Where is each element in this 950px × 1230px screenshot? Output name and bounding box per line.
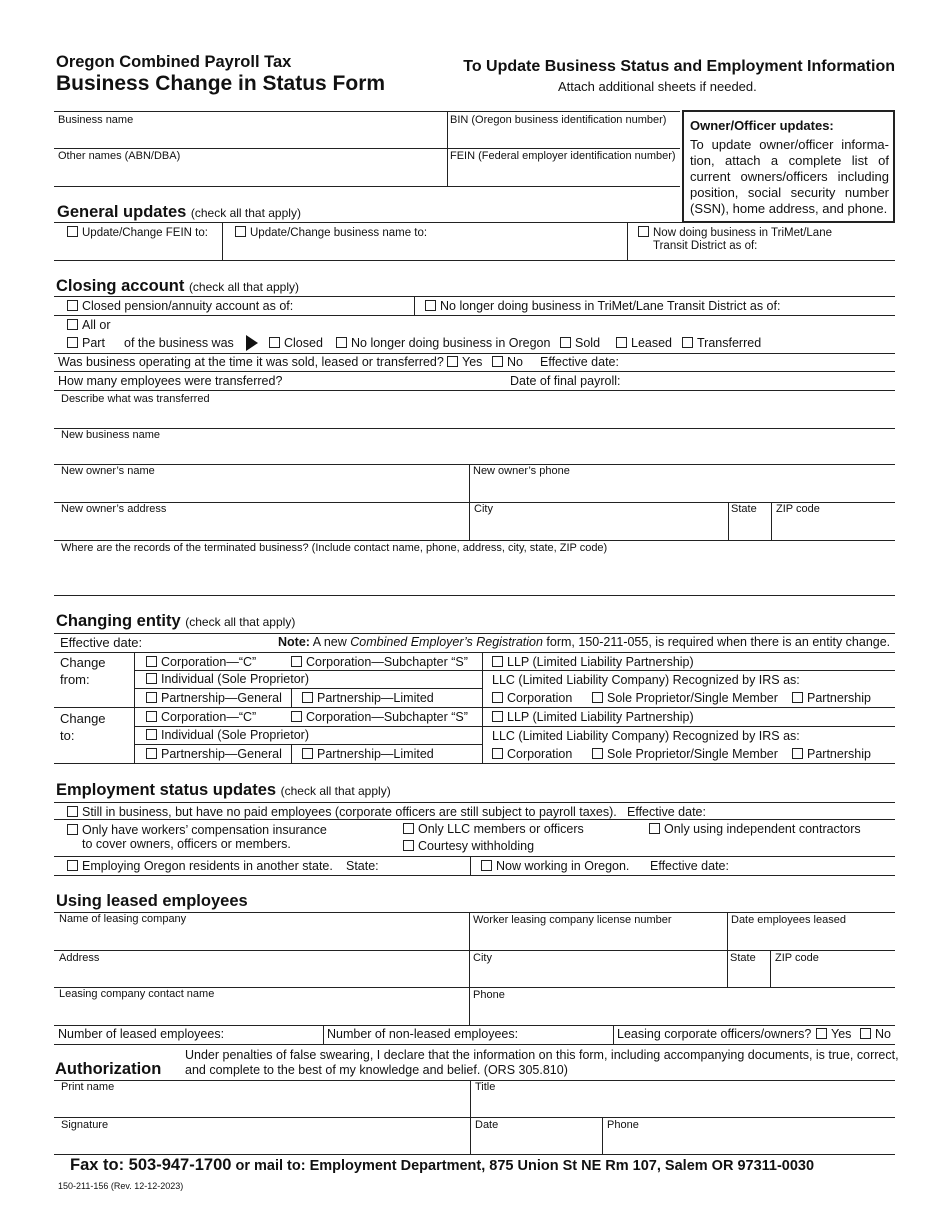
llc-members-option: Only LLC members or officers xyxy=(403,822,584,836)
to-llc-sole-prop-option: Sole Proprietor/Single Member xyxy=(592,747,778,761)
all-checkbox[interactable] xyxy=(67,319,78,330)
owner-officer-title: Owner/Officer updates: xyxy=(690,118,834,133)
from-corp-s-option: Corporation—Subchapter “S” xyxy=(291,655,468,669)
rule xyxy=(54,390,895,391)
rule xyxy=(54,540,895,541)
owner-officer-text: position, social security number xyxy=(690,185,889,200)
new-owner-phone-label: New owner’s phone xyxy=(473,465,570,477)
owner-officer-text: current owners/officers including xyxy=(690,169,889,184)
from-llp-checkbox[interactable] xyxy=(492,656,503,667)
closed-pension-option: Closed pension/annuity account as of: xyxy=(67,299,293,313)
rule xyxy=(54,802,895,803)
change-to-label-1: Change xyxy=(60,711,106,726)
from-corp-c-option: Corporation—“C” xyxy=(146,655,256,669)
workers-comp-checkbox[interactable] xyxy=(67,824,78,835)
of-business-label: of the business was xyxy=(124,336,234,350)
workers-comp-label-2: to cover owners, officers or members. xyxy=(82,837,291,851)
courtesy-withholding-checkbox[interactable] xyxy=(403,840,414,851)
rule xyxy=(470,856,471,875)
auth-phone-label: Phone xyxy=(607,1119,639,1131)
now-working-oregon-checkbox[interactable] xyxy=(481,860,492,871)
transferred-checkbox[interactable] xyxy=(682,337,693,348)
sold-checkbox[interactable] xyxy=(560,337,571,348)
leasing-license-label: Worker leasing company license number xyxy=(473,914,672,926)
from-partnership-general-checkbox[interactable] xyxy=(146,692,157,703)
rule xyxy=(54,1025,895,1026)
leasing-phone-label: Phone xyxy=(473,989,505,1001)
header-right-subtitle: Attach additional sheets if needed. xyxy=(558,79,757,94)
independent-contractors-option: Only using independent contractors xyxy=(649,822,861,836)
auth-title-label: Title xyxy=(475,1081,496,1093)
no-longer-oregon-option: No longer doing business in Oregon xyxy=(336,336,550,350)
mailing-address: Employment Department, 875 Union St NE Rm 107, Salem OR 97311-0030 xyxy=(309,1158,815,1174)
trimet-end-checkbox[interactable] xyxy=(425,300,436,311)
leasing-contact-label: Leasing company contact name xyxy=(59,988,215,1000)
all-option: All or xyxy=(67,318,110,332)
part-option: Part xyxy=(67,336,105,350)
owner-officer-text: tion, attach a complete list of xyxy=(690,153,889,168)
rule xyxy=(134,670,895,671)
from-llc-sole-prop-option: Sole Proprietor/Single Member xyxy=(592,691,778,705)
rule xyxy=(447,111,448,186)
independent-contractors-checkbox[interactable] xyxy=(649,823,660,834)
num-leased-label: Number of leased employees: xyxy=(58,1027,225,1041)
leasing-city-label: City xyxy=(473,952,492,964)
header-right-title: To Update Business Status and Employment Information xyxy=(463,58,895,75)
other-names-label: Other names (ABN/DBA) xyxy=(58,150,181,162)
trimet-start-option: Now doing business in TriMet/Lane xyxy=(638,226,832,239)
sold-option: Sold xyxy=(560,336,600,350)
courtesy-withholding-option: Courtesy withholding xyxy=(403,839,534,853)
rule xyxy=(54,707,895,708)
rule xyxy=(627,222,628,260)
rule xyxy=(54,148,680,149)
from-individual-option: Individual (Sole Proprietor) xyxy=(146,672,309,686)
footer-mailing-line: Fax to: 503-947-1700 or mail to: Employment Department, 875 Union St NE Rm 107, Salem OR 97311-0030 xyxy=(70,1156,815,1174)
change-to-label-2: to: xyxy=(60,728,75,743)
new-owner-zip-label: ZIP code xyxy=(776,503,820,515)
new-business-name-label: New business name xyxy=(61,429,161,441)
rule xyxy=(54,875,895,876)
trimet-end-option: No longer doing business in TriMet/Lane Transit District as of: xyxy=(425,299,780,313)
rule xyxy=(54,1117,895,1118)
new-owner-city-label: City xyxy=(474,503,493,515)
rule xyxy=(54,428,895,429)
employing-oregon-checkbox[interactable] xyxy=(67,860,78,871)
transferred-option: Transferred xyxy=(682,336,761,350)
to-llc-corporation-checkbox[interactable] xyxy=(492,748,503,759)
to-individual-checkbox[interactable] xyxy=(146,729,157,740)
owner-officer-text: (SSN), home address, and phone. xyxy=(690,201,888,216)
rule xyxy=(54,1044,895,1045)
leasing-officers-no-checkbox[interactable] xyxy=(860,1028,871,1039)
leasing-officers-label: Leasing corporate officers/owners? xyxy=(617,1027,812,1041)
leasing-officers-yes-option: Yes xyxy=(816,1027,851,1041)
declaration-line-1: Under penalties of false swearing, I declare that the information on this form, including accompanying documents, is true, correct, xyxy=(185,1048,899,1062)
from-partnership-limited-checkbox[interactable] xyxy=(302,692,313,703)
no-longer-oregon-checkbox[interactable] xyxy=(336,337,347,348)
arrow-right-icon xyxy=(246,335,258,351)
from-llc-sole-prop-checkbox[interactable] xyxy=(592,692,603,703)
part-checkbox[interactable] xyxy=(67,337,78,348)
closed-pension-checkbox[interactable] xyxy=(67,300,78,311)
to-llp-option: LLP (Limited Liability Partnership) xyxy=(492,710,694,724)
rule xyxy=(54,371,895,372)
num-non-leased-label: Number of non-leased employees: xyxy=(327,1027,519,1041)
general-updates-heading: General updates (check all that apply) xyxy=(57,203,301,221)
from-corp-c-checkbox[interactable] xyxy=(146,656,157,667)
rule xyxy=(134,744,482,745)
rule xyxy=(54,186,680,187)
leasing-officers-yes-checkbox[interactable] xyxy=(816,1028,827,1039)
rule xyxy=(222,222,223,260)
owner-officer-text: To update owner/officer informa- xyxy=(690,137,889,152)
closed-option: Closed xyxy=(269,336,323,350)
authorization-heading: Authorization xyxy=(55,1060,162,1078)
from-llp-option: LLP (Limited Liability Partnership) xyxy=(492,655,694,669)
operating-question: Was business operating at the time it was sold, leased or transferred? xyxy=(58,355,444,369)
rule xyxy=(323,1025,324,1044)
to-corp-s-option: Corporation—Subchapter “S” xyxy=(291,710,468,724)
closing-account-heading: Closing account (check all that apply) xyxy=(56,277,299,295)
from-llc-partnership-checkbox[interactable] xyxy=(792,692,803,703)
to-llc-sole-prop-checkbox[interactable] xyxy=(592,748,603,759)
rule xyxy=(54,819,895,820)
from-llc-partnership-option: Partnership xyxy=(792,691,871,705)
update-fein-checkbox[interactable] xyxy=(67,226,78,237)
leasing-officers-no-option: No xyxy=(860,1027,891,1041)
rule xyxy=(602,1117,603,1154)
from-llc-corporation-checkbox[interactable] xyxy=(492,692,503,703)
now-working-oregon-option: Now working in Oregon. xyxy=(481,859,629,873)
to-llc-partnership-checkbox[interactable] xyxy=(792,748,803,759)
to-individual-option: Individual (Sole Proprietor) xyxy=(146,728,309,742)
operating-yes-option: Yes xyxy=(447,355,482,369)
new-owner-address-label: New owner’s address xyxy=(61,503,167,515)
rule xyxy=(54,763,895,764)
rule xyxy=(54,315,895,316)
declaration-line-2: and complete to the best of my knowledge and belief. (ORS 305.810) xyxy=(185,1063,568,1077)
print-name-label: Print name xyxy=(61,1081,115,1093)
trimet-start-label-2: Transit District as of: xyxy=(653,240,758,252)
leased-checkbox[interactable] xyxy=(616,337,627,348)
new-owner-name-label: New owner’s name xyxy=(61,465,155,477)
no-paid-employees-option: Still in business, but have no paid employees (corporate officers are still subject to payroll taxes). xyxy=(67,805,617,819)
employees-transferred-label: How many employees were transferred? xyxy=(58,374,283,388)
employment-effective-date-2-label: Effective date: xyxy=(650,859,729,873)
operating-no-option: No xyxy=(492,355,523,369)
to-corp-c-option: Corporation—“C” xyxy=(146,710,256,724)
leasing-zip-label: ZIP code xyxy=(775,952,819,964)
leasing-company-label: Name of leasing company xyxy=(59,913,187,925)
to-partnership-limited-option: Partnership—Limited xyxy=(302,747,434,761)
form-subtitle: Oregon Combined Payroll Tax xyxy=(56,53,292,71)
rule xyxy=(291,688,292,707)
rule xyxy=(291,744,292,763)
entity-note: Note: A new Combined Employer’s Registration form, 150-211-055, is required when there is an entity change. xyxy=(278,635,891,649)
to-partnership-limited-checkbox[interactable] xyxy=(302,748,313,759)
owner-officer-box xyxy=(682,110,895,223)
business-name-label: Business name xyxy=(58,114,134,126)
operating-yes-checkbox[interactable] xyxy=(447,356,458,367)
rule xyxy=(134,688,482,689)
signature-label: Signature xyxy=(61,1119,109,1131)
date-leased-label: Date employees leased xyxy=(731,914,846,926)
to-llc-partnership-option: Partnership xyxy=(792,747,871,761)
operating-no-checkbox[interactable] xyxy=(492,356,503,367)
from-partnership-general-option: Partnership—General xyxy=(146,691,282,705)
bin-label: BIN (Oregon business identification number) xyxy=(450,114,667,126)
fein-label: FEIN (Federal employer identification number) xyxy=(450,150,676,162)
rule xyxy=(54,856,895,857)
rule xyxy=(54,222,895,223)
from-partnership-limited-option: Partnership—Limited xyxy=(302,691,434,705)
leasing-address-label: Address xyxy=(59,952,100,964)
form-revision-id: 150-211-156 (Rev. 12-12-2023) xyxy=(58,1181,184,1191)
rule xyxy=(54,296,895,297)
employment-state-label: State: xyxy=(346,859,379,873)
form-title: Business Change in Status Form xyxy=(56,72,386,95)
describe-transferred-label: Describe what was transferred xyxy=(61,393,210,405)
to-llp-checkbox[interactable] xyxy=(492,711,503,722)
to-corp-s-checkbox[interactable] xyxy=(291,711,302,722)
trimet-start-checkbox[interactable] xyxy=(638,226,649,237)
employment-status-heading: Employment status updates (check all that apply) xyxy=(56,781,391,799)
to-llc-label: LLC (Limited Liability Company) Recognized by IRS as: xyxy=(492,729,800,743)
update-name-checkbox[interactable] xyxy=(235,226,246,237)
fax-number: Fax to: 503-947-1700 xyxy=(70,1156,232,1174)
rule xyxy=(134,726,895,727)
rule xyxy=(469,912,470,1025)
leasing-state-label: State xyxy=(730,952,756,964)
update-name-option: Update/Change business name to: xyxy=(235,226,427,239)
rule xyxy=(54,353,895,354)
change-from-label-2: from: xyxy=(60,672,90,687)
records-location-label: Where are the records of the terminated business? (Include contact name, phone, address, city, state, ZIP code) xyxy=(61,542,608,554)
rule xyxy=(54,950,895,951)
entity-effective-date-label: Effective date: xyxy=(60,635,143,650)
rule xyxy=(613,1025,614,1044)
from-llc-corporation-option: Corporation xyxy=(492,691,572,705)
rule xyxy=(54,260,895,261)
workers-comp-option: Only have workers’ compensation insurance xyxy=(67,823,327,837)
changing-entity-heading: Changing entity (check all that apply) xyxy=(56,612,296,630)
no-paid-employees-checkbox[interactable] xyxy=(67,806,78,817)
to-llc-corporation-option: Corporation xyxy=(492,747,572,761)
employing-oregon-option: Employing Oregon residents in another state. xyxy=(67,859,333,873)
to-corp-c-checkbox[interactable] xyxy=(146,711,157,722)
employment-effective-date-label: Effective date: xyxy=(627,805,706,819)
from-llc-label: LLC (Limited Liability Company) Recognized by IRS as: xyxy=(492,673,800,687)
change-from-label-1: Change xyxy=(60,655,106,670)
closed-checkbox[interactable] xyxy=(269,337,280,348)
rule xyxy=(469,464,470,502)
to-partnership-general-checkbox[interactable] xyxy=(146,748,157,759)
auth-date-label: Date xyxy=(475,1119,499,1131)
leased-employees-heading: Using leased employees xyxy=(56,892,248,910)
rule xyxy=(54,111,680,112)
to-partnership-general-option: Partnership—General xyxy=(146,747,282,761)
rule xyxy=(54,633,895,634)
rule xyxy=(469,502,470,540)
rule xyxy=(54,1154,895,1155)
from-corp-s-checkbox[interactable] xyxy=(291,656,302,667)
rule xyxy=(770,950,771,987)
from-individual-checkbox[interactable] xyxy=(146,673,157,684)
rule xyxy=(54,595,895,596)
rule xyxy=(414,296,415,315)
rule xyxy=(771,502,772,540)
closing-effective-date-label: Effective date: xyxy=(540,355,619,369)
update-fein-option: Update/Change FEIN to: xyxy=(67,226,208,239)
new-owner-state-label: State xyxy=(731,503,757,515)
rule xyxy=(728,502,729,540)
rule xyxy=(54,652,895,653)
final-payroll-label: Date of final payroll: xyxy=(510,374,621,388)
llc-members-checkbox[interactable] xyxy=(403,823,414,834)
leased-option: Leased xyxy=(616,336,672,350)
